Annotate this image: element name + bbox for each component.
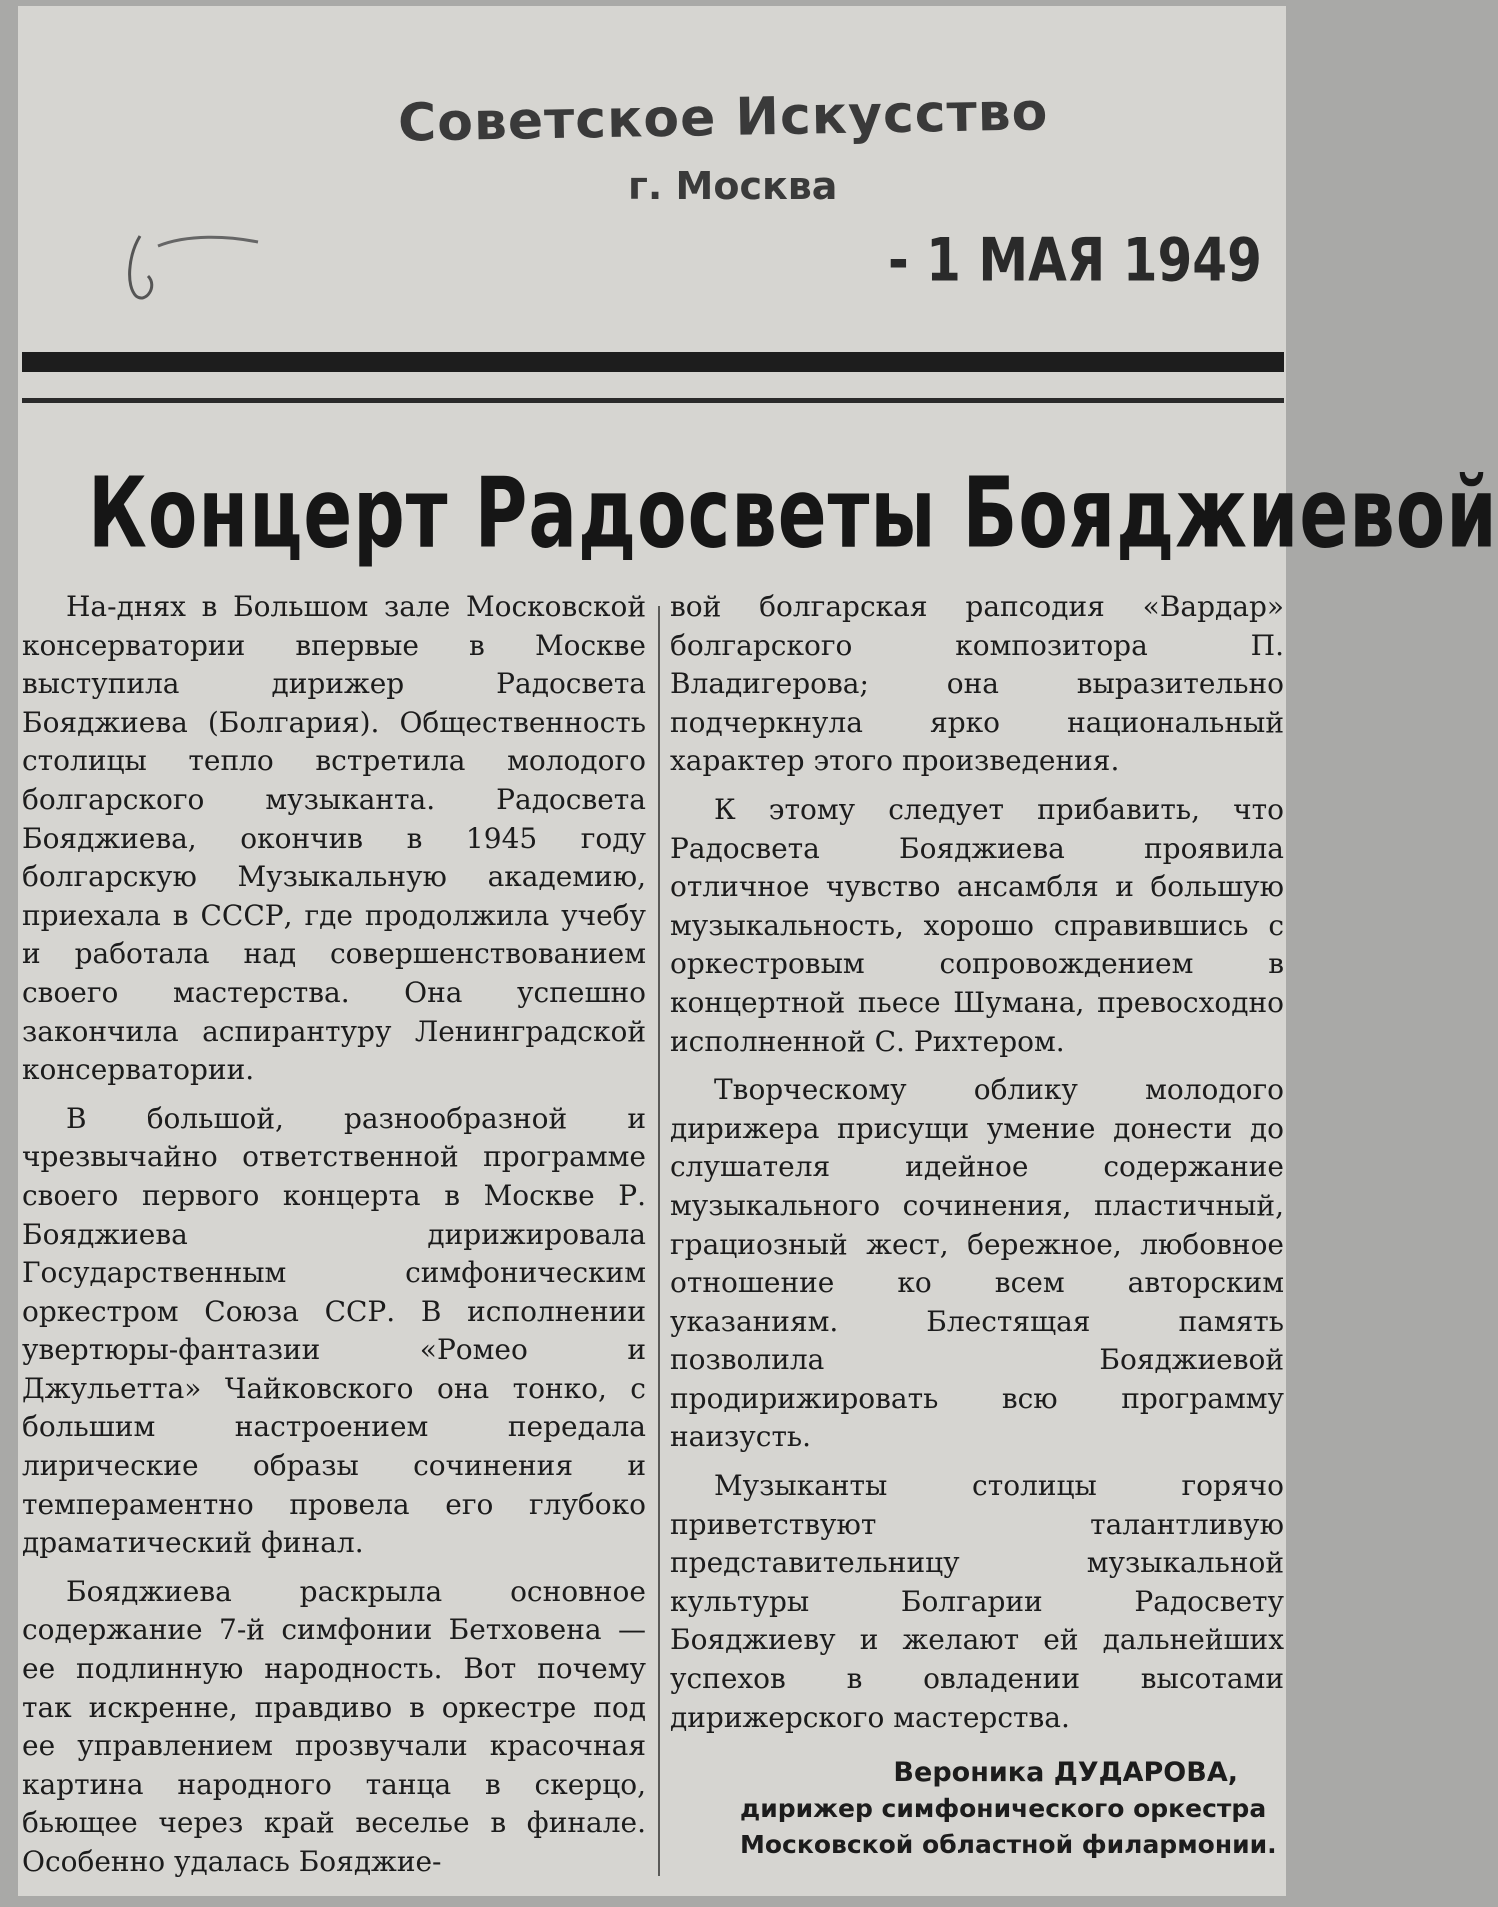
- clipping-header: [18, 6, 1286, 346]
- article-column-left: [22, 588, 646, 1892]
- header-rule-thick: [22, 352, 1284, 372]
- city-stamp: г. Москва: [628, 164, 838, 208]
- author-name: Вероника ДУДАРОВА,: [893, 1757, 1238, 1789]
- paragraph: К этому следует прибавить, что Радосвета Бояджиева проявила отличное чувство ансамбля и большую музыкальность, хорошо справившись с оркестровым сопровождением в концертной пьесе Шумана, превосходно исполненной С. Рихтером.: [670, 792, 1284, 1058]
- date-stamp: - 1 МАЯ 1949: [888, 225, 1262, 295]
- author-title: дирижер симфонического оркестра Московской областной филармонии.: [740, 1794, 1277, 1860]
- paragraph: На-днях в Большом зале Московской консерватории впервые в Москве выступила дирижер Радосвета Бояджиева (Болгария). Общественность столицы тепло встретила молодого болгарского музыканта. Радосвета Бояджиева, окончив в 1945 году болгарскую Музыкальную академию, приехала в СССР, где продолжила учебу и работала над совершенствованием своего мастерства. Она успешно закончила аспирантуру Ленинградской консерватории.: [22, 590, 646, 1087]
- paragraph: Бояджиева раскрыла основное содержание 7-й симфонии Бетховена — ее подлинную народность. Вот почему так искренне, правдиво в оркестре под ее управлением прозвучали красочная картина народного танца в скерцо, бьющее через край веселье в финале. Особенно удалась Бояджие-: [22, 1574, 646, 1878]
- handwritten-mark-icon: [118, 216, 278, 326]
- newspaper-stamp: Советское Искусство: [397, 82, 1049, 154]
- header-rule-thin: [22, 398, 1284, 403]
- paragraph: вой болгарская рапсодия «Вардар» болгарского композитора П. Владигерова; она выразительно подчеркнула ярко национальный характер этого произведения.: [670, 590, 1284, 778]
- paragraph: В большой, разнообразной и чрезвычайно ответственной программе своего первого концерта в Москве Р. Бояджиева дирижировала Государственным симфоническим оркестром Союза ССР. В исполнении увертюры-фантазии «Ромео и Джульетта» Чайковского она тонко, с большим настроением передала лирические образы сочинения и темпераментно провела его глубоко драматический финал.: [22, 1101, 646, 1560]
- paragraph: Музыканты столицы горячо приветствуют талантливую представительницу музыкальной культуры Болгарии Радосвету Бояджиеву и желают ей дальнейших успехов в овладении высотами дирижерского мастерства.: [670, 1469, 1284, 1734]
- column-divider: [658, 606, 660, 1876]
- paragraph: Творческому облику молодого дирижера присущи умение донести до слушателя идейное содержание музыкального сочинения, пластичный, грациозный жест, бережное, любовное отношение ко всем авторским указаниям. Блестящая память позволила Бояджиевой продирижировать всю программу наизусть.: [670, 1073, 1284, 1454]
- author-signature: [670, 1755, 1284, 1863]
- article-column-right: [670, 588, 1284, 1863]
- article-headline: Концерт Радосветы Бояджиевой: [88, 456, 1498, 570]
- newspaper-clipping: [18, 6, 1498, 1896]
